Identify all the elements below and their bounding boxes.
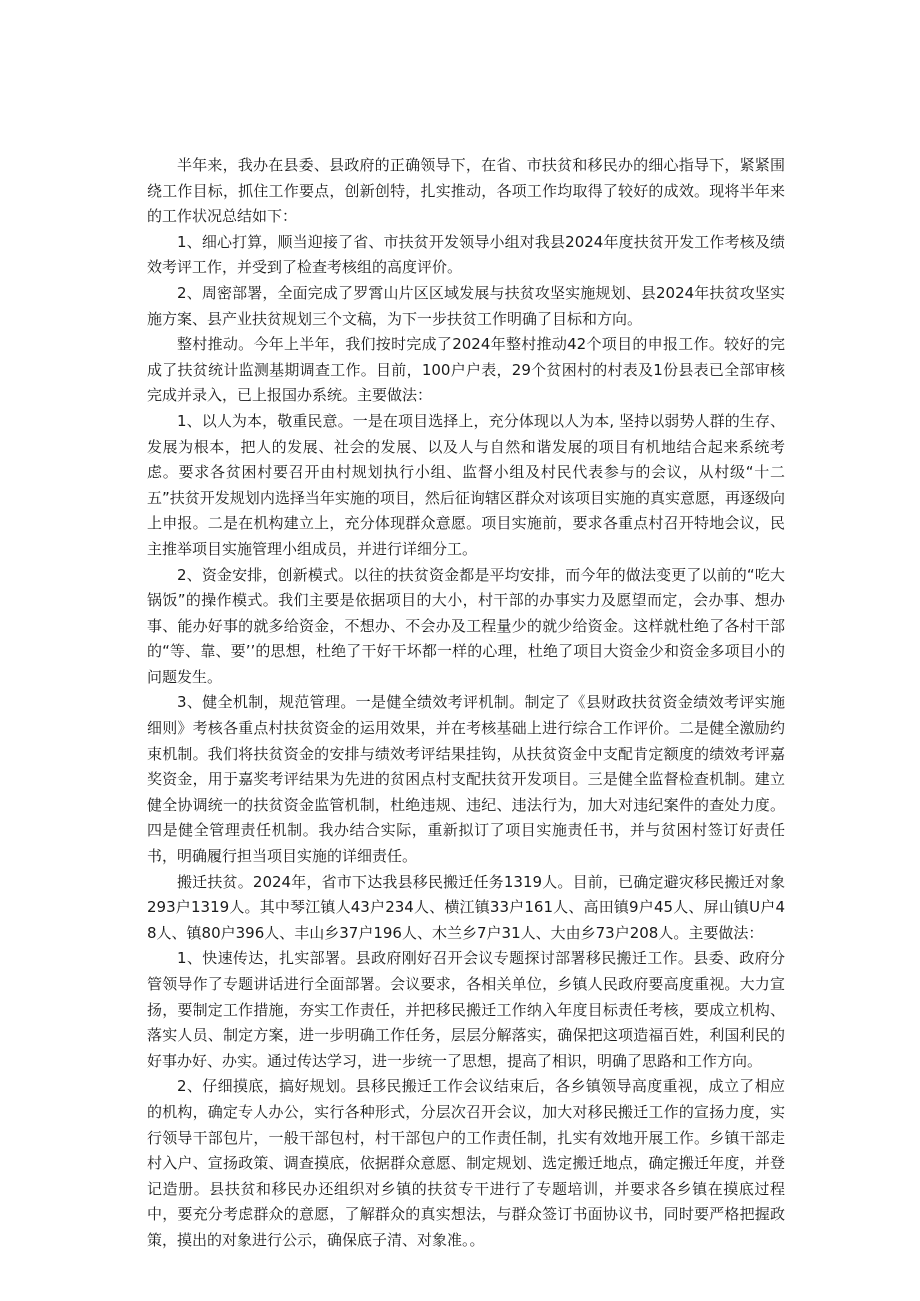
paragraph-village-advance: 整村推动。今年上半年，我们按时完成了2024年整村推动42个项目的申报工作。较好的完成了扶贫统计监测基期调查工作。目前，100户户表，29个贫困村的村表及1份县表已全部审核完成并录入，已上报国办系统。主要做法： xyxy=(147,335,785,405)
paragraph-people-oriented: 1、以人为本，敬重民意。一是在项目选择上，充分体现以人为本, 坚持以弱势人群的生存、发展为根本，把人的发展、社会的发展、以及人与自然和谐发展的项目有机地结合起来系统考虑。要求各贫困村要召开由村规划执行小组、监督小组及村民代表参与的会议，从村级“十二五”扶贫开发规划内选择当年实施的项目，然后征询辖区群众对该项目实施的真实意愿，再逐级向上申报。二是在机构建立上，充分体现群众意愿。项目实施前，要求各重点村召开特地会议，民主推举项目实施管理小组成员，并进行详细分工。 xyxy=(147,411,785,558)
paragraph-fund-arrangement: 2、资金安排，创新模式。以往的扶贫资金都是平均安排，而今年的做法变更了以前的“吃大锅饭”的操作模式。我们主要是依据项目的大小，村干部的办事实力及愿望而定，会办事、想办事、能办好事的就多给资金，不想办、不会办及工程量少的就少给资金。这样就杜绝了各村干部的“等、靠、要’’的思想，杜绝了干好干坏都一样的心理，杜绝了项目大资金少和资金多项目小的问题发生。 xyxy=(147,565,785,686)
paragraph-item-2: 2、周密部署，全面完成了罗霄山片区区域发展与扶贫攻坚实施规划、县2024年扶贫攻坚实施方案、县产业扶贫规划三个文稿，为下一步扶贫工作明确了目标和方向。 xyxy=(147,283,785,328)
paragraph-fast-relay: 1、快速传达，扎实部署。县政府刚好召开会议专题探讨部署移民搬迁工作。县委、政府分管领导作了专题讲话进行全面部署。会议要求，各相关单位，乡镇人民政府要高度重视。大力宣扬，要制定工作措施，夯实工作责任，并把移民搬迁工作纳入年度目标责任考核，要成立机构、落实人员、制定方案，进一步明确工作任务，层层分解落实，确保把这项造福百姓，利国利民的好事办好、办实。通过传达学习，进一步统一了思想，提高了相识，明确了思路和工作方向。 xyxy=(147,949,785,1070)
paragraph-relocation: 搬迁扶贫。2024年，省市下达我县移民搬迁任务1319人。目前，已确定避灾移民搬迁对象293户1319人。其中琴江镇人43户234人、横江镇33户161人、高田镇9户45人、屏山镇U户48人、镇80户396人、丰山乡37户196人、木兰乡7户31人、大由乡73户208人。主要做法： xyxy=(147,872,785,942)
paragraph-item-1: 1、细心打算，顺当迎接了省、市扶贫开发领导小组对我县2024年度扶贫开发工作考核及绩效考评工作，并受到了检查考核组的高度评价。 xyxy=(147,232,785,277)
document-body xyxy=(147,153,785,1254)
paragraph-survey-plan: 2、仔细摸底，搞好规划。县移民搬迁工作会议结束后，各乡镇领导高度重视，成立了相应的机构，确定专人办公，实行各种形式，分层次召开会议，加大对移民搬迁工作的宣扬力度，实行领导干部包片，一般干部包村，村干部包户的工作责任制，扎实有效地开展工作。乡镇干部走村入户、宣扬政策、调查摸底，依据群众意愿、制定规划、选定搬迁地点，确定搬迁年度，并登记造册。县扶贫和移民办还组织对乡镇的扶贫专干进行了专题培训，并要求各乡镇在摸底过程中，要充分考虑群众的意愿，了解群众的真实想法，与群众签订书面协议书，同时要严格把握政策，摸出的对象进行公示，确保底子清、对象准。。 xyxy=(147,1077,785,1249)
paragraph-intro: 半年来，我办在县委、县政府的正确领导下，在省、市扶贫和移民办的细心指导下，紧紧围绕工作目标，抓住工作要点，创新创特，扎实推动，各项工作均取得了较好的成效。现将半年来的工作状况总结如下： xyxy=(147,156,785,226)
paragraph-mechanism: 3、健全机制，规范管理。一是健全绩效考评机制。制定了《县财政扶贫资金绩效考评实施细则》考核各重点村扶贫资金的运用效果，并在考核基础上进行综合工作评价。二是健全激励约束机制。我们将扶贫资金的安排与绩效考评结果挂钩，从扶贫资金中支配肯定额度的绩效考评嘉奖资金，用于嘉奖考评结果为先进的贫困点村支配扶贫开发项目。三是健全监督检查机制。建立健全协调统一的扶贫资金监管机制，杜绝违规、违纪、违法行为，加大对违纪案件的查处力度。四是健全管理责任机制。我办结合实际，重新拟订了项目实施责任书，并与贫困村签订好责任书，明确履行担当项目实施的详细责任。 xyxy=(147,693,785,866)
